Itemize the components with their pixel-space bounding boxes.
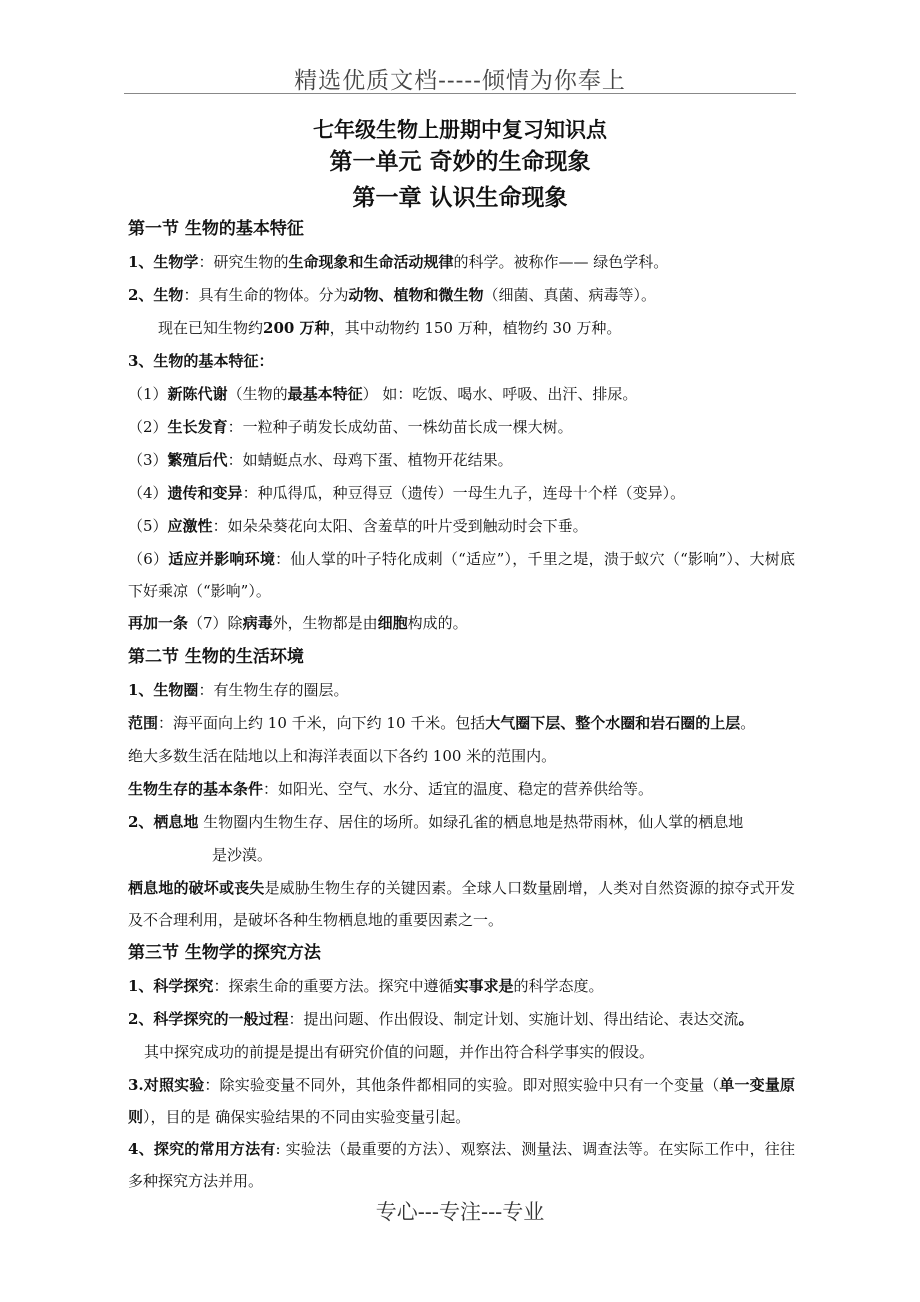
text: 。 xyxy=(740,714,756,732)
habitat-threat xyxy=(128,872,795,936)
item-number: （2） xyxy=(128,418,168,436)
item-number: （5） xyxy=(128,517,168,535)
text: ：探索生命的重要方法。探究中遵循 xyxy=(213,977,454,995)
chapter-title: 第一章 认识生命现象 xyxy=(352,184,568,211)
term: 2、栖息地 xyxy=(128,813,199,831)
term: 1、生物圈 xyxy=(128,681,199,699)
inquiry-methods xyxy=(128,1133,795,1197)
term: 3.对照实验 xyxy=(128,1076,205,1094)
text: ：研究生物的 xyxy=(198,253,289,271)
text: ：如朵朵葵花向太阳、含羞草的叶片受到触动时会下垂。 xyxy=(212,517,588,535)
biosphere-note: 绝大多数生活在陆地以上和海洋表面以下各约 100 米的范围内。 xyxy=(128,747,557,765)
controlled-experiment xyxy=(128,1069,795,1133)
text: : 实验法（最重要的方法）、观察法、测量法、调查法等。在实际工作中，往往多种探究方法并用。 xyxy=(128,1140,795,1190)
term: 200 万种 xyxy=(263,319,330,337)
term: 遗传和变异 xyxy=(167,484,243,502)
item-number: （3） xyxy=(128,451,168,469)
text: ：有生物生存的圈层。 xyxy=(198,681,349,699)
term: 生命现象和生命活动规律 xyxy=(288,253,454,271)
term: 生物生存的基本条件 xyxy=(128,780,264,798)
section-2-heading: 第二节 生物的生活环境 xyxy=(128,647,304,667)
text: ：具有生命的物体。分为 xyxy=(183,286,349,304)
text: 是威胁生物生存的关键因素。全球人口数量剧增，人类对自然资源的掠夺式开发及不合理利用，是破坏各种生物栖息地的重要因素之一。 xyxy=(128,879,795,929)
term: 1、科学探究 xyxy=(128,977,214,995)
organism-definition xyxy=(128,279,795,312)
item-number: （1） xyxy=(128,385,168,403)
term: 实事求是 xyxy=(453,977,514,995)
text: 生物圈内生物生存、居住的场所。如绿孔雀的栖息地是热带雨林，仙人掌的栖息地 xyxy=(198,813,744,831)
text: 现在已知生物约 xyxy=(158,319,264,337)
feature-item xyxy=(128,543,795,607)
unit-title: 第一单元 奇妙的生命现象 xyxy=(329,148,591,175)
text: ：如阳光、空气、水分、适宜的温度、稳定的营养供给等。 xyxy=(263,780,654,798)
feature-item xyxy=(128,444,795,477)
survival-conditions xyxy=(128,773,795,806)
term: 范围 xyxy=(128,714,159,732)
habitat-definition xyxy=(128,806,795,839)
feature-item xyxy=(128,378,795,411)
header-divider xyxy=(124,93,796,94)
term: 单一变量原则 xyxy=(128,1076,795,1126)
inquiry-process xyxy=(128,1003,795,1036)
text: ），目的是 确保实验结果的不同由实验变量引起。 xyxy=(143,1108,471,1126)
term: 病毒 xyxy=(242,614,273,632)
term: 。 xyxy=(738,1010,754,1028)
text: ：提出问题、作出假设、制定计划、实施计划、得出结论、表达交流 xyxy=(288,1010,739,1028)
term: 1、生物学 xyxy=(128,253,199,271)
habitat-definition-cont: 是沙漠。 xyxy=(212,846,273,864)
biosphere-definition xyxy=(128,674,795,707)
term: 适应并影响环境 xyxy=(168,550,276,568)
term: 动物、植物和微生物 xyxy=(348,286,484,304)
text: ：种瓜得瓜，种豆得豆（遗传）一母生九子，连母十个样（变异）。 xyxy=(242,484,686,502)
section-3-heading: 第三节 生物学的探究方法 xyxy=(128,943,321,963)
text: 构成的。 xyxy=(407,614,468,632)
inquiry-premise: 其中探究成功的前提是提出有研究价值的问题，并作出符合科学事实的假设。 xyxy=(144,1043,655,1061)
page-footer: 专心---专注---专业 xyxy=(375,1200,545,1224)
section-1-heading: 第一节 生物的基本特征 xyxy=(128,219,304,239)
species-count xyxy=(128,312,795,345)
term: 应激性 xyxy=(167,517,213,535)
item-number: （4） xyxy=(128,484,168,502)
text: ：仙人掌的叶子特化成刺（“适应”），千里之堤，溃于蚁穴（“影响”）、大树底下好乘凉（“影响”）。 xyxy=(128,550,795,600)
text: ：除实验变量不同外，其他条件都相同的实验。即对照实验中只有一个变量（ xyxy=(204,1076,720,1094)
feature-item xyxy=(128,411,795,444)
term: 生长发育 xyxy=(167,418,228,436)
item-number: （6） xyxy=(128,550,169,568)
title-block xyxy=(0,116,920,214)
document-title: 七年级生物上册期中复习知识点 xyxy=(313,117,607,142)
text: 外，生物都是由 xyxy=(272,614,378,632)
term: 最基本特征 xyxy=(287,385,363,403)
feature-item-extra xyxy=(128,607,795,640)
document-body xyxy=(128,212,795,1197)
text: ，其中动物约 150 万种，植物约 30 万种。 xyxy=(329,319,622,337)
scientific-inquiry xyxy=(128,970,795,1003)
term: 栖息地的破坏或丧失 xyxy=(128,879,265,897)
text: ：一粒种子萌发长成幼苗、一株幼苗长成一棵大树。 xyxy=(227,418,573,436)
term: 3、生物的基本特征： xyxy=(128,352,274,370)
term: 新陈代谢 xyxy=(167,385,228,403)
term: 2、科学探究的一般过程 xyxy=(128,1010,289,1028)
text: ） 如：吃饭、喝水、呼吸、出汗、排尿。 xyxy=(362,385,638,403)
biology-definition xyxy=(128,246,795,279)
text: （细菌、真菌、病毒等）。 xyxy=(483,286,656,304)
text: ：海平面向上约 10 千米，向下约 10 千米。包括 xyxy=(158,714,486,732)
features-heading xyxy=(128,345,795,378)
term: 4、探究的常用方法有 xyxy=(128,1140,276,1158)
biosphere-range xyxy=(128,707,795,740)
feature-item xyxy=(128,477,795,510)
term: 再加一条 xyxy=(128,614,189,632)
term: 大气圈下层、整个水圈和岩石圈的上层 xyxy=(485,714,741,732)
text: （生物的 xyxy=(227,385,288,403)
text: 的科学态度。 xyxy=(513,977,604,995)
feature-item xyxy=(128,510,795,543)
page-header: 精选优质文档-----倾情为你奉上 xyxy=(294,68,626,94)
text: 的科学。被称作—— 绿色学科。 xyxy=(453,253,669,271)
text: ：如蜻蜓点水、母鸡下蛋、植物开花结果。 xyxy=(227,451,513,469)
term: 2、生物 xyxy=(128,286,184,304)
text: （7）除 xyxy=(188,614,243,632)
term: 繁殖后代 xyxy=(167,451,228,469)
term: 细胞 xyxy=(377,614,408,632)
